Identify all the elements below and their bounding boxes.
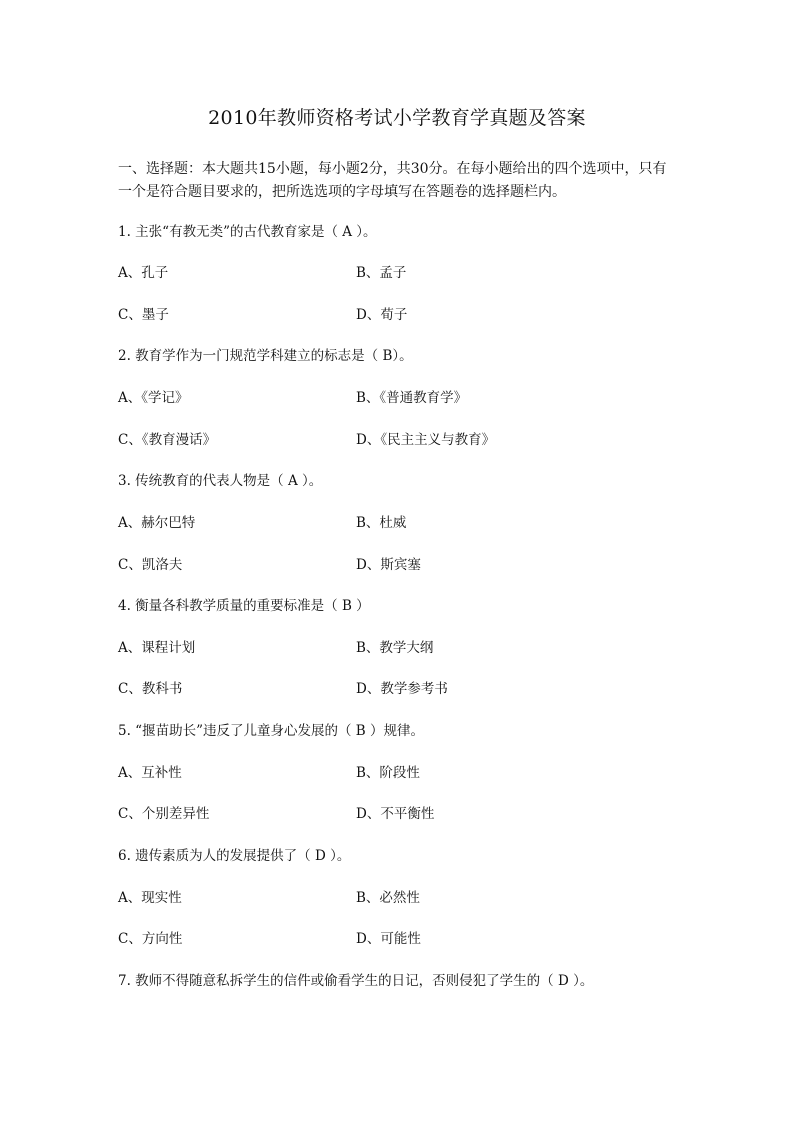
question-2-stem: 2. 教育学作为一门规范学科建立的标志是（ B）。: [118, 348, 413, 364]
question-4-option-d: D、教学参考书: [356, 681, 448, 697]
question-1-option-d: D、荀子: [356, 307, 408, 323]
question-4-option-c: C、教科书: [118, 681, 183, 697]
question-3-stem: 3. 传统教育的代表人物是（ A ）。: [118, 473, 323, 489]
question-3-option-d: D、斯宾塞: [356, 557, 421, 573]
question-4-option-b: B、教学大纲: [356, 640, 434, 656]
question-5-option-a: A、互补性: [118, 765, 182, 781]
question-1-stem: 1. 主张“有教无类”的古代教育家是（ A ）。: [118, 224, 377, 240]
question-2-option-c: C、《教育漫话》: [118, 432, 217, 448]
question-6-stem: 6. 遗传素质为人的发展提供了（ D ）。: [118, 848, 351, 864]
question-3-option-c: C、凯洛夫: [118, 557, 183, 573]
document-title: 2010年教师资格考试小学教育学真题及答案: [208, 107, 586, 129]
question-6-option-a: A、现实性: [118, 890, 182, 906]
question-4-option-a: A、课程计划: [118, 640, 196, 656]
question-1-option-a: A、孔子: [118, 265, 169, 281]
question-2-option-d: D、《民主主义与教育》: [356, 432, 496, 448]
question-6-option-d: D、可能性: [356, 931, 421, 947]
question-5-option-c: C、个别差异性: [118, 806, 210, 822]
question-5-option-d: D、不平衡性: [356, 806, 435, 822]
question-3-option-a: A、赫尔巴特: [118, 515, 196, 531]
question-1-option-b: B、孟子: [356, 265, 407, 281]
question-2-option-a: A、《学记》: [118, 390, 189, 406]
question-6-option-c: C、方向性: [118, 931, 183, 947]
question-3-option-b: B、杜威: [356, 515, 407, 531]
question-1-option-c: C、墨子: [118, 307, 169, 323]
question-5-stem: 5. “揠苗助长”违反了儿童身心发展的（ B ）规律。: [118, 723, 424, 739]
question-4-stem: 4. 衡量各科教学质量的重要标准是（ B ）: [118, 598, 370, 614]
question-6-option-b: B、必然性: [356, 890, 420, 906]
question-7-stem: 7. 教师不得随意私拆学生的信件或偷看学生的日记，否则侵犯了学生的（ D ）。: [118, 973, 594, 989]
question-2-option-b: B、《普通教育学》: [356, 390, 468, 406]
section-instructions: 一、选择题：本大题共15小题，每小题2分，共30分。在每小题给出的四个选项中，只有一个是符合题目要求的，把所选选项的字母填写在答题卷的选择题栏内。: [118, 161, 667, 200]
question-5-option-b: B、阶段性: [356, 765, 420, 781]
